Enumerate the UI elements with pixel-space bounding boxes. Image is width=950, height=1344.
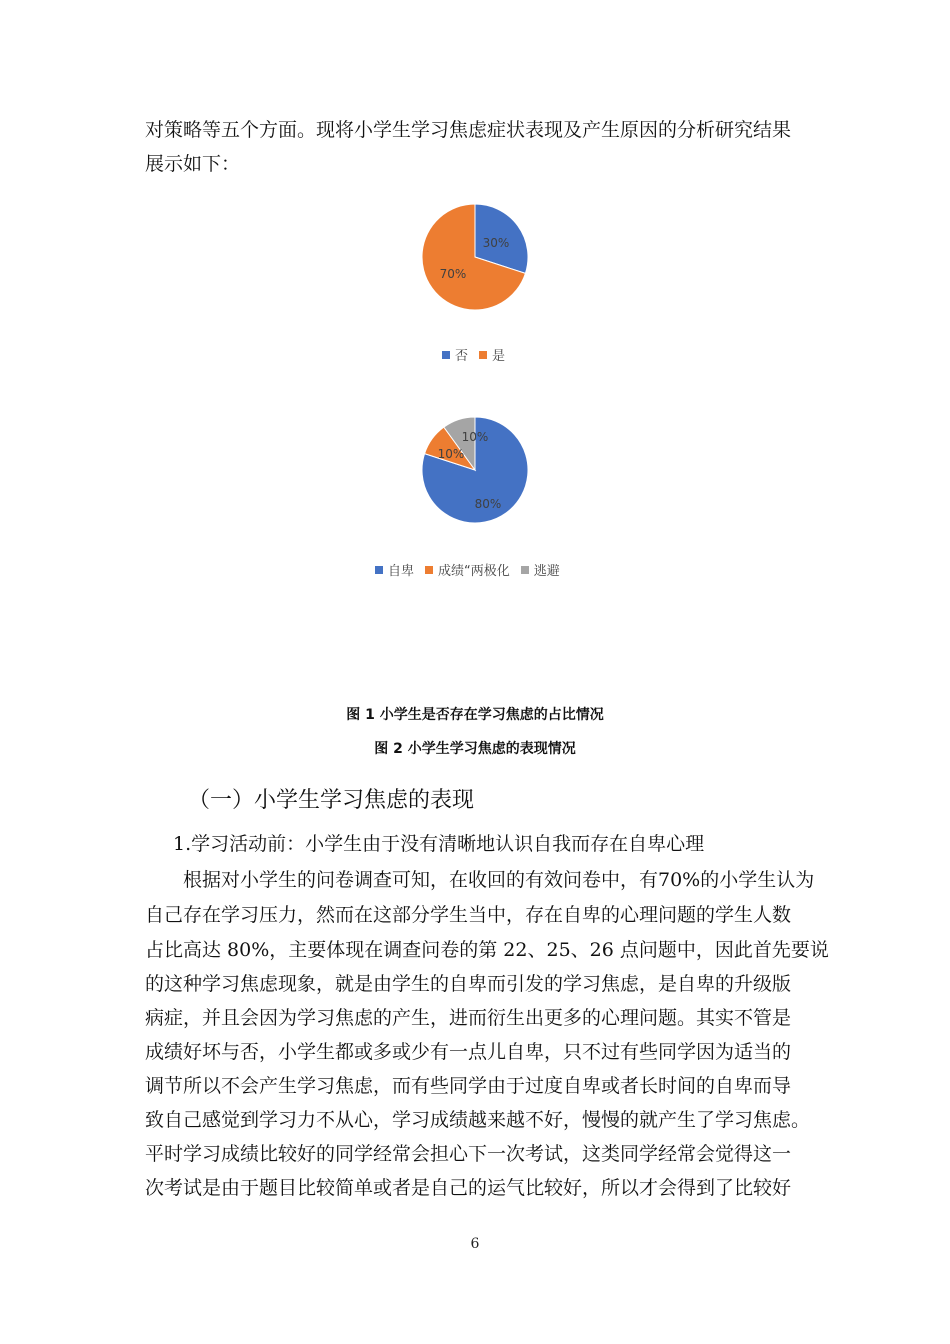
paragraph-line: 平时学习成绩比较好的同学经常会担心下一次考试，这类同学经常会觉得这一 — [145, 1143, 792, 1165]
legend-swatch-no — [442, 351, 450, 359]
pie-2-slice-label-1: 10% — [437, 447, 465, 461]
legend-swatch-polarization — [425, 566, 433, 574]
paragraph-line: 调节所以不会产生学习焦虑，而有些同学由于过度自卑或者长时间的自卑而导 — [145, 1075, 792, 1097]
intro-line-1: 对策略等五个方面。现将小学生学习焦虑症状表现及产生原因的分析研究结果 — [145, 119, 792, 141]
pie-chart-2 — [405, 410, 545, 535]
pie-1-slices — [422, 204, 528, 310]
pie-2-slice-label-2: 10% — [461, 430, 489, 444]
legend-swatch-self-abasement — [375, 566, 383, 574]
intro-line-2: 展示如下： — [145, 153, 241, 175]
pie-1-slice-label-0: 30% — [482, 236, 510, 250]
paragraph-line: 致自己感觉到学习力不从心，学习成绩越来越不好，慢慢的就产生了学习焦虑。 — [145, 1109, 811, 1131]
pie-2-slices — [422, 417, 528, 523]
pie-1-legend — [442, 345, 505, 364]
pie-chart-1 — [405, 195, 545, 325]
pie-2-slice-label-0: 80% — [474, 497, 502, 511]
legend-label-self-abasement: 自卑 — [388, 564, 415, 579]
legend-label-yes: 是 — [492, 349, 506, 364]
paragraph-line: 的这种学习焦虑现象，就是由学生的自卑而引发的学习焦虑，是自卑的升级版 — [145, 973, 792, 995]
legend-label-no: 否 — [455, 349, 469, 364]
legend-label-polarization: 成绩“两极化 — [438, 564, 510, 579]
legend-label-avoidance: 逃避 — [533, 564, 560, 579]
pie-2-legend — [375, 560, 560, 579]
subheading: 1.学习活动前：小学生由于没有清晰地认识自我而存在自卑心理 — [173, 833, 705, 855]
section-title: （一）小学生学习焦虑的表现 — [188, 788, 475, 813]
paragraph-line: 成绩好坏与否，小学生都或多或少有一点儿自卑，只不过有些同学因为适当的 — [145, 1041, 792, 1063]
paragraph-line: 病症，并且会因为学习焦虑的产生，进而衍生出更多的心理问题。其实不管是 — [145, 1007, 792, 1029]
legend-swatch-avoidance — [521, 566, 529, 574]
paragraph-line: 根据对小学生的问卷调查可知，在收回的有效问卷中，有70%的小学生认为 — [183, 869, 815, 891]
figure-1-caption: 图 1 小学生是否存在学习焦虑的占比情况 — [346, 707, 604, 723]
page-number: 6 — [470, 1236, 480, 1252]
paragraph-line: 次考试是由于题目比较简单或者是自己的运气比较好，所以才会得到了比较好 — [145, 1177, 792, 1199]
paragraph-line: 占比高达 80%，主要体现在调查问卷的第 22、25、26 点问题中，因此首先要说 — [145, 939, 829, 961]
figure-2-caption: 图 2 小学生学习焦虑的表现情况 — [374, 741, 576, 757]
paragraph-line: 自己存在学习压力，然而在这部分学生当中，存在自卑的心理问题的学生人数 — [145, 904, 792, 926]
legend-swatch-yes — [479, 351, 487, 359]
pie-1-slice-label-1: 70% — [439, 267, 467, 281]
